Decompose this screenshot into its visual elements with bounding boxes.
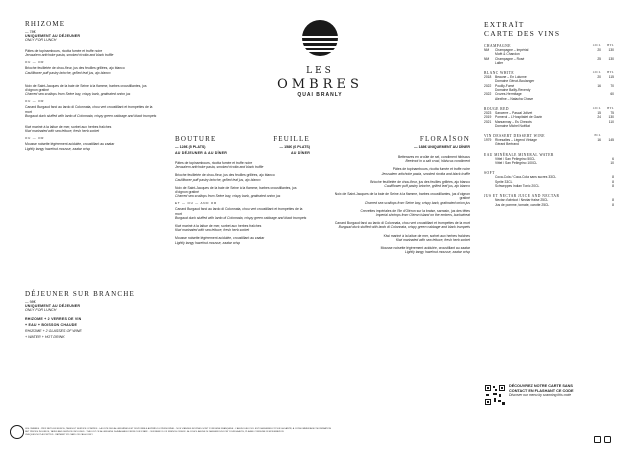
wine-year: 2021 — [484, 119, 492, 124]
wine-name: Champagne – Impérial — [495, 48, 529, 52]
dejeuner-line2: + EAU + BOISSON CHAUDE — [25, 323, 78, 327]
wine-col-bottle: BTL — [607, 71, 614, 75]
wine-section-name: SOFT — [484, 171, 495, 176]
wine-producer: Moët & Chandon — [495, 52, 520, 57]
wine-price-bottle: 8 — [612, 198, 614, 203]
bouture-dish — [175, 186, 310, 199]
or-separator: OU — OR — [25, 135, 45, 140]
wine-producer: Domaine Michel Noëllat — [495, 123, 530, 128]
wine-year: NM — [484, 48, 490, 52]
wine-price-glass — [581, 203, 601, 207]
wine-row — [484, 161, 614, 165]
qr-code-icon[interactable] — [484, 384, 506, 406]
dish-en: Jerusalem artichoke pasta, smoked ricotta and black truffle — [25, 53, 114, 58]
wine-price-bottle: 60 — [610, 92, 614, 97]
rhizome-dish — [25, 49, 160, 57]
dish-en: Burgaud duck stuffed with lardo di Colonnata, crispy green cabbage and black trumpets — [338, 225, 470, 230]
wine-title-2: CARTE DES VINS — [484, 29, 561, 38]
wine-price-glass: 16 — [597, 138, 601, 143]
rhizome-subtitle-en: ONLY FOR LUNCH — [25, 38, 57, 42]
floraison-dish — [330, 167, 470, 175]
dish-fr: Canard Burgaud farci au lardo di Colonnata, chou vert croustillant et trompettes de la mort — [334, 221, 470, 226]
dish-fr: Brioche feuilletée de chou-fleur, jus des feuilles grillées, ajo blanco — [175, 173, 275, 178]
badge-icon — [10, 425, 24, 439]
or-separator: ET — OU — AND OR — [175, 200, 217, 205]
dish-fr: Crevettes impériales de l'île d'Oléron sur la braise, sarrasin, jus des têtes — [360, 208, 470, 213]
wine-price-bottle: 6 — [612, 156, 614, 161]
rhizome-title: RHIZOME — [25, 20, 66, 28]
wine-year — [484, 161, 495, 165]
bouture-subtitle: AU DÉJEUNER & AU DÎNER — [175, 151, 227, 155]
wine-row — [484, 57, 614, 61]
wine-name: Beaune – En Lulunne — [495, 75, 527, 80]
floraison-dish — [330, 155, 470, 163]
wine-producer: Domaine Bailly-Reverdy — [495, 88, 531, 93]
facebook-icon[interactable] — [594, 436, 601, 443]
rhizome-dish — [25, 125, 160, 133]
bouture-section — [175, 135, 310, 245]
dish-fr: Brioche feuilletée de chou-fleur, jus des feuilles grillées, ajo blanco — [370, 179, 470, 184]
feuille-price: — 158€ (6 PLATS) — [279, 145, 310, 149]
dish-en: Lightly tangy hazelnut mousse, zaatar crisp — [25, 146, 91, 151]
dish-fr: Pâtes de topinambours, ricotta fumée et truffe noire — [25, 49, 103, 53]
wine-year: 2022 — [484, 83, 492, 88]
dish-en: Jerusalem artichoke pasta, smoked ricotta and black truffle — [381, 171, 470, 176]
wine-section-name: VIN DESSERT DESSERT WINE — [484, 134, 545, 139]
wine-name: Rivesaltes – Légend Vintage — [495, 138, 537, 143]
footer-line-1: LES OMBRES · PRIX NETS EN EUROS, TAXES ET SERVICE COMPRIS · LA LISTE DES ALLERGÈNES EST DISPONIBLE AUPRÈS DU PERSONNEL · NOS VIANDES BOVINES SONT D'ORIGINE FRANÇAISE · L'ABUS D'ALCOOL EST DANGEREUX POUR LA SANTÉ, À CONSOMMER AVEC MODÉRATION — [25, 428, 332, 430]
wine-price-bottle: 145 — [608, 138, 614, 143]
dish-en: Burgaud duck stuffed with lardo di Colonnata, crispy green cabbage and black trumpets — [25, 113, 157, 118]
wine-name: Pomerol – L'Hospitalet de Gazin — [495, 115, 543, 120]
wine-price-bottle: 130 — [608, 48, 614, 52]
wine-name: Crozes-Hermitage — [495, 92, 522, 97]
dish-fr: Pâtes de topinambours, ricotta fumée et truffe noire — [392, 167, 470, 172]
dish-en: Kiwi marinated with sea lettuce, fresh herb sorbet — [175, 228, 250, 233]
dish-fr: Noix de Saint-Jacques de la baie de Seine à la flamme, barbes croustillantes, jus d'oignon gratiné — [25, 83, 147, 93]
dish-fr: Kiwi mariné à la laitue de mer, sorbet aux herbes fraîches — [175, 224, 262, 229]
wine-price-bottle: 110 — [608, 119, 614, 124]
wine-name: Vittel / San Pellegrino 100CL — [495, 161, 538, 166]
dish-en: Charred sea scallops from Seine bay, crispy barb, gratinated onion jus — [25, 92, 131, 97]
qr-text-1: DÉCOUVREZ NOTRE CARTE SANS — [509, 384, 573, 388]
wine-price-glass — [581, 92, 601, 96]
dish-fr: Canard Burgaud farci au lardo di Colonnata, chou vert croustillant et trompettes de la mort — [175, 207, 303, 216]
qr-block — [484, 384, 614, 406]
wine-title-1: EXTRAÏT — [484, 20, 525, 29]
bouture-dish — [175, 236, 310, 244]
dejeuner-section — [25, 290, 160, 339]
wine-col-glass: 8CL — [594, 134, 601, 138]
rhizome-dish — [25, 66, 160, 74]
wine-price-bottle: 8 — [612, 175, 614, 180]
footer-line-2: NET PRICES IN EUROS, TAXES AND SERVICE INCLUDED · THE LIST OF ALLERGENS IS AVAILABLE FROM OUR STAFF · OUR BEEF IS OF FRENCH ORIGIN · ALCOHOL ABUSE IS DANGEROUS FOR YOUR HEALTH, PLEASE CONSUME IN MODERATION — [25, 431, 284, 433]
wine-section-name: ROUGE RED — [484, 106, 509, 111]
wine-price-bottle: 115 — [608, 75, 614, 80]
logo-line1: LES — [306, 66, 334, 76]
floraison-title: FLORAÏSON — [419, 135, 470, 143]
dish-en: Kiwi marinated with sea lettuce, fresh herb sorbet — [25, 129, 100, 134]
dish-en: Charred sea scallops from Seine bay, crispy barb, gratinated onion jus — [175, 194, 281, 199]
wine-price-bottle: 10 — [610, 161, 614, 166]
dish-en: Lightly tangy hazelnut mousse, zaatar crisp — [175, 240, 241, 245]
wine-producer: Gérard Bertrand — [495, 142, 519, 147]
bouture-title: BOUTURE — [175, 135, 217, 143]
floraison-dish — [330, 221, 470, 229]
feuille-title: FEUILLE — [273, 135, 310, 143]
dejeuner-line4: + WATER + HOT DRINK — [25, 335, 65, 339]
dish-fr: Betteraves en croûte de sel, condiment hibiscus — [398, 155, 470, 159]
wine-name: Nectar d'abricot / Nectar fraise 25CL — [495, 198, 549, 203]
wine-producer: Laller — [495, 60, 504, 65]
wine-price-glass — [581, 184, 601, 188]
wine-price-glass: 15 — [597, 110, 601, 115]
dish-fr: Kiwi mariné à la laitue de mer, sorbet aux herbes fraîches — [25, 125, 112, 130]
wine-year — [484, 203, 495, 207]
wine-price-glass: 20 — [597, 48, 601, 52]
or-separator: OU — OR — [25, 59, 45, 64]
wine-year: 2023 — [484, 110, 492, 115]
dejeuner-line3: RHIZOME + 2 GLASSES OF WINE — [25, 329, 82, 333]
bouture-dish — [175, 173, 310, 181]
floraison-dish — [330, 246, 470, 254]
wine-year: 1979 — [484, 138, 492, 143]
footer-legal — [25, 428, 585, 437]
bouture-dish — [175, 207, 310, 220]
wine-year: 2019 — [484, 115, 492, 120]
rhizome-dish — [25, 142, 160, 150]
floraison-dish — [330, 192, 470, 205]
dish-en: Lightly tangy hazelnut mousse, zaatar crisp — [404, 250, 470, 255]
wine-section-name: JUS ET NECTAR JUICE AND NECTAR — [484, 194, 560, 199]
bouture-price: — 128€ (5 PLATS) — [175, 145, 206, 149]
qr-text-3: Discover our menu by scanning this code — [509, 393, 572, 398]
wine-col-glass: 12CL — [592, 71, 601, 75]
footer-line-3: CHEQUES NOT ACCEPTED · PAYMENT BY CARD OR CASH ONLY — [25, 434, 93, 436]
wine-price-glass: 16 — [597, 83, 601, 88]
wine-year: NM — [484, 56, 490, 61]
dejeuner-title: DÉJEUNER SUR BRANCHE — [25, 290, 135, 298]
dish-fr: Mousse noisette légèrement acidulée, croustillant au zaatar — [25, 142, 115, 147]
logo — [270, 18, 370, 98]
wine-row — [484, 203, 614, 207]
wine-price-bottle: 70 — [610, 83, 614, 88]
dish-fr: Brioche feuilletée de chou-fleur, jus des feuilles grillées, ajo blanco — [25, 66, 125, 71]
wine-name: Pouilly-Fumé — [495, 83, 515, 88]
dish-fr: Mousse noisette légèrement acidulée, croustillant au zaatar — [380, 246, 470, 251]
wine-section-name: CHAMPAGNE — [484, 44, 511, 48]
floraison-section — [330, 135, 470, 254]
floraison-dish — [330, 234, 470, 242]
feuille-subtitle: AU DÎNER — [291, 151, 310, 155]
wine-price-bottle: 8 — [612, 183, 614, 188]
dish-fr: Noix de Saint-Jacques de la baie de Seine à la flamme, barbes croustillantes, jus d'oignon gratiné — [175, 185, 297, 195]
wine-col-bottle: BTL — [607, 44, 614, 47]
dish-fr: Mousse noisette légèrement acidulée, croustillant au zaatar — [175, 236, 265, 241]
wine-name: Schweppes Indian Tonic 20CL — [495, 183, 540, 188]
qr-text-2: CONTACT EN FLASHANT CE CODE — [509, 388, 574, 393]
floraison-dish — [330, 209, 470, 217]
wine-name: Vittel / San Pellegrino 50CL — [495, 156, 536, 161]
bouture-dish — [175, 224, 310, 232]
social-icons — [594, 436, 611, 443]
dejeuner-subtitle: UNIQUEMENT AU DÉJEUNER — [25, 304, 81, 308]
floraison-dish — [330, 180, 470, 188]
wine-price-glass — [581, 120, 601, 124]
wine-list — [484, 20, 614, 207]
sun-emblem-icon — [300, 18, 340, 58]
dish-en: Cauliflower puff pastry brioche, grilled leaf jus, ajo blanco — [384, 184, 470, 189]
wine-producer: Domaine Génot-Boulanger — [495, 79, 535, 84]
wine-name: Marsannay – Es Chezots — [495, 119, 532, 124]
rhizome-dish — [25, 84, 160, 97]
wine-price-glass: 25 — [597, 56, 601, 61]
dish-en: Burgaud duck stuffed with lardo di Colonnata, crispy green cabbage and black trumpets — [175, 215, 307, 220]
wine-year — [484, 184, 495, 188]
rhizome-price: — 78€ — [25, 30, 36, 34]
wine-name: Sancerre – Pascal Jolivet — [495, 110, 533, 115]
wine-col-glass: 12CL — [592, 106, 601, 110]
wine-price-glass: 24 — [597, 115, 601, 120]
wine-producer: Alexfine – Natacha Chave — [495, 96, 534, 101]
wine-price-bottle: 8 — [612, 202, 614, 207]
logo-line2: OMBRES — [277, 77, 363, 92]
dish-en: Kiwi marinated with sea lettuce, fresh herb sorbet — [395, 237, 470, 242]
dejeuner-price: — 98€ — [25, 300, 36, 304]
wine-price-bottle: 8 — [612, 179, 614, 184]
wine-year: 2018 — [484, 75, 492, 80]
instagram-icon[interactable] — [604, 436, 611, 443]
wine-price-glass: 20 — [597, 75, 601, 80]
dish-en: Charred sea scallops from Seine bay, crispy barb, gratinated onion jus — [364, 200, 470, 205]
wine-price-bottle: 130 — [608, 115, 614, 120]
or-separator: OU — OR — [25, 98, 45, 103]
dish-en: Jerusalem artichoke pasta, smoked ricotta and black truffle — [175, 165, 264, 170]
wine-price-bottle: 130 — [608, 56, 614, 61]
dish-fr: Noix de Saint-Jacques de la baie de Seine à la flamme, barbes croustillantes, jus d'oignon gratiné — [334, 192, 470, 201]
dish-en: Cauliflower puff pastry brioche, grilled leaf jus, ajo blanco — [25, 70, 111, 75]
wine-year: 2022 — [484, 92, 492, 97]
rhizome-subtitle: UNIQUEMENT AU DÉJEUNER — [25, 34, 81, 38]
rhizome-section — [25, 20, 160, 151]
floraison-price: — 188€ UNIQUEMENT AU DÎNER — [414, 145, 470, 149]
wine-price-glass — [581, 161, 601, 165]
wine-col-bottle: BTL — [607, 106, 614, 110]
wine-name: Jus de pomme, tomate, carotte 25CL — [495, 202, 550, 207]
wine-row — [484, 184, 614, 188]
dejeuner-subtitle-en: ONLY FOR LUNCH — [25, 308, 57, 312]
wine-name: Sprite 33CL — [495, 179, 513, 184]
rhizome-dish — [25, 105, 160, 118]
wine-price-bottle: 75 — [610, 110, 614, 115]
dish-en: Cauliflower puff pastry brioche, grilled leaf jus, ajo blanco — [175, 177, 261, 182]
dish-fr: Kiwi mariné à la laitue de mer, sorbet aux herbes fraîches — [383, 233, 470, 238]
wine-name: Champagne – Rosé — [495, 56, 525, 61]
dish-en: Beetroot in a salt crust, hibiscus condiment — [405, 159, 470, 164]
bouture-dish — [175, 161, 310, 169]
dish-en: Imperial shrimps from Oléron island on the embers, buckwheat — [375, 213, 470, 218]
wine-col-glass: 12CL — [592, 44, 601, 47]
wine-sections — [484, 44, 614, 207]
logo-place: QUAI BRANLY — [297, 92, 343, 98]
wine-section-name: BLANC WHITE — [484, 71, 515, 76]
wine-section-name: EAU MINÉRALE MINERAL WATER — [484, 152, 554, 157]
dish-fr: Pâtes de topinambours, ricotta fumée et truffe noire — [175, 161, 253, 165]
dish-fr: Canard Burgaud farci au lardo di Colonnata, chou vert croustillant et trompettes de la mort — [25, 105, 153, 114]
dejeuner-line1: RHIZOME + 2 VERRES DE VIN — [25, 317, 82, 321]
wine-name: Coca-Cola / Coca-Cola sans sucres 33CL — [495, 175, 557, 180]
